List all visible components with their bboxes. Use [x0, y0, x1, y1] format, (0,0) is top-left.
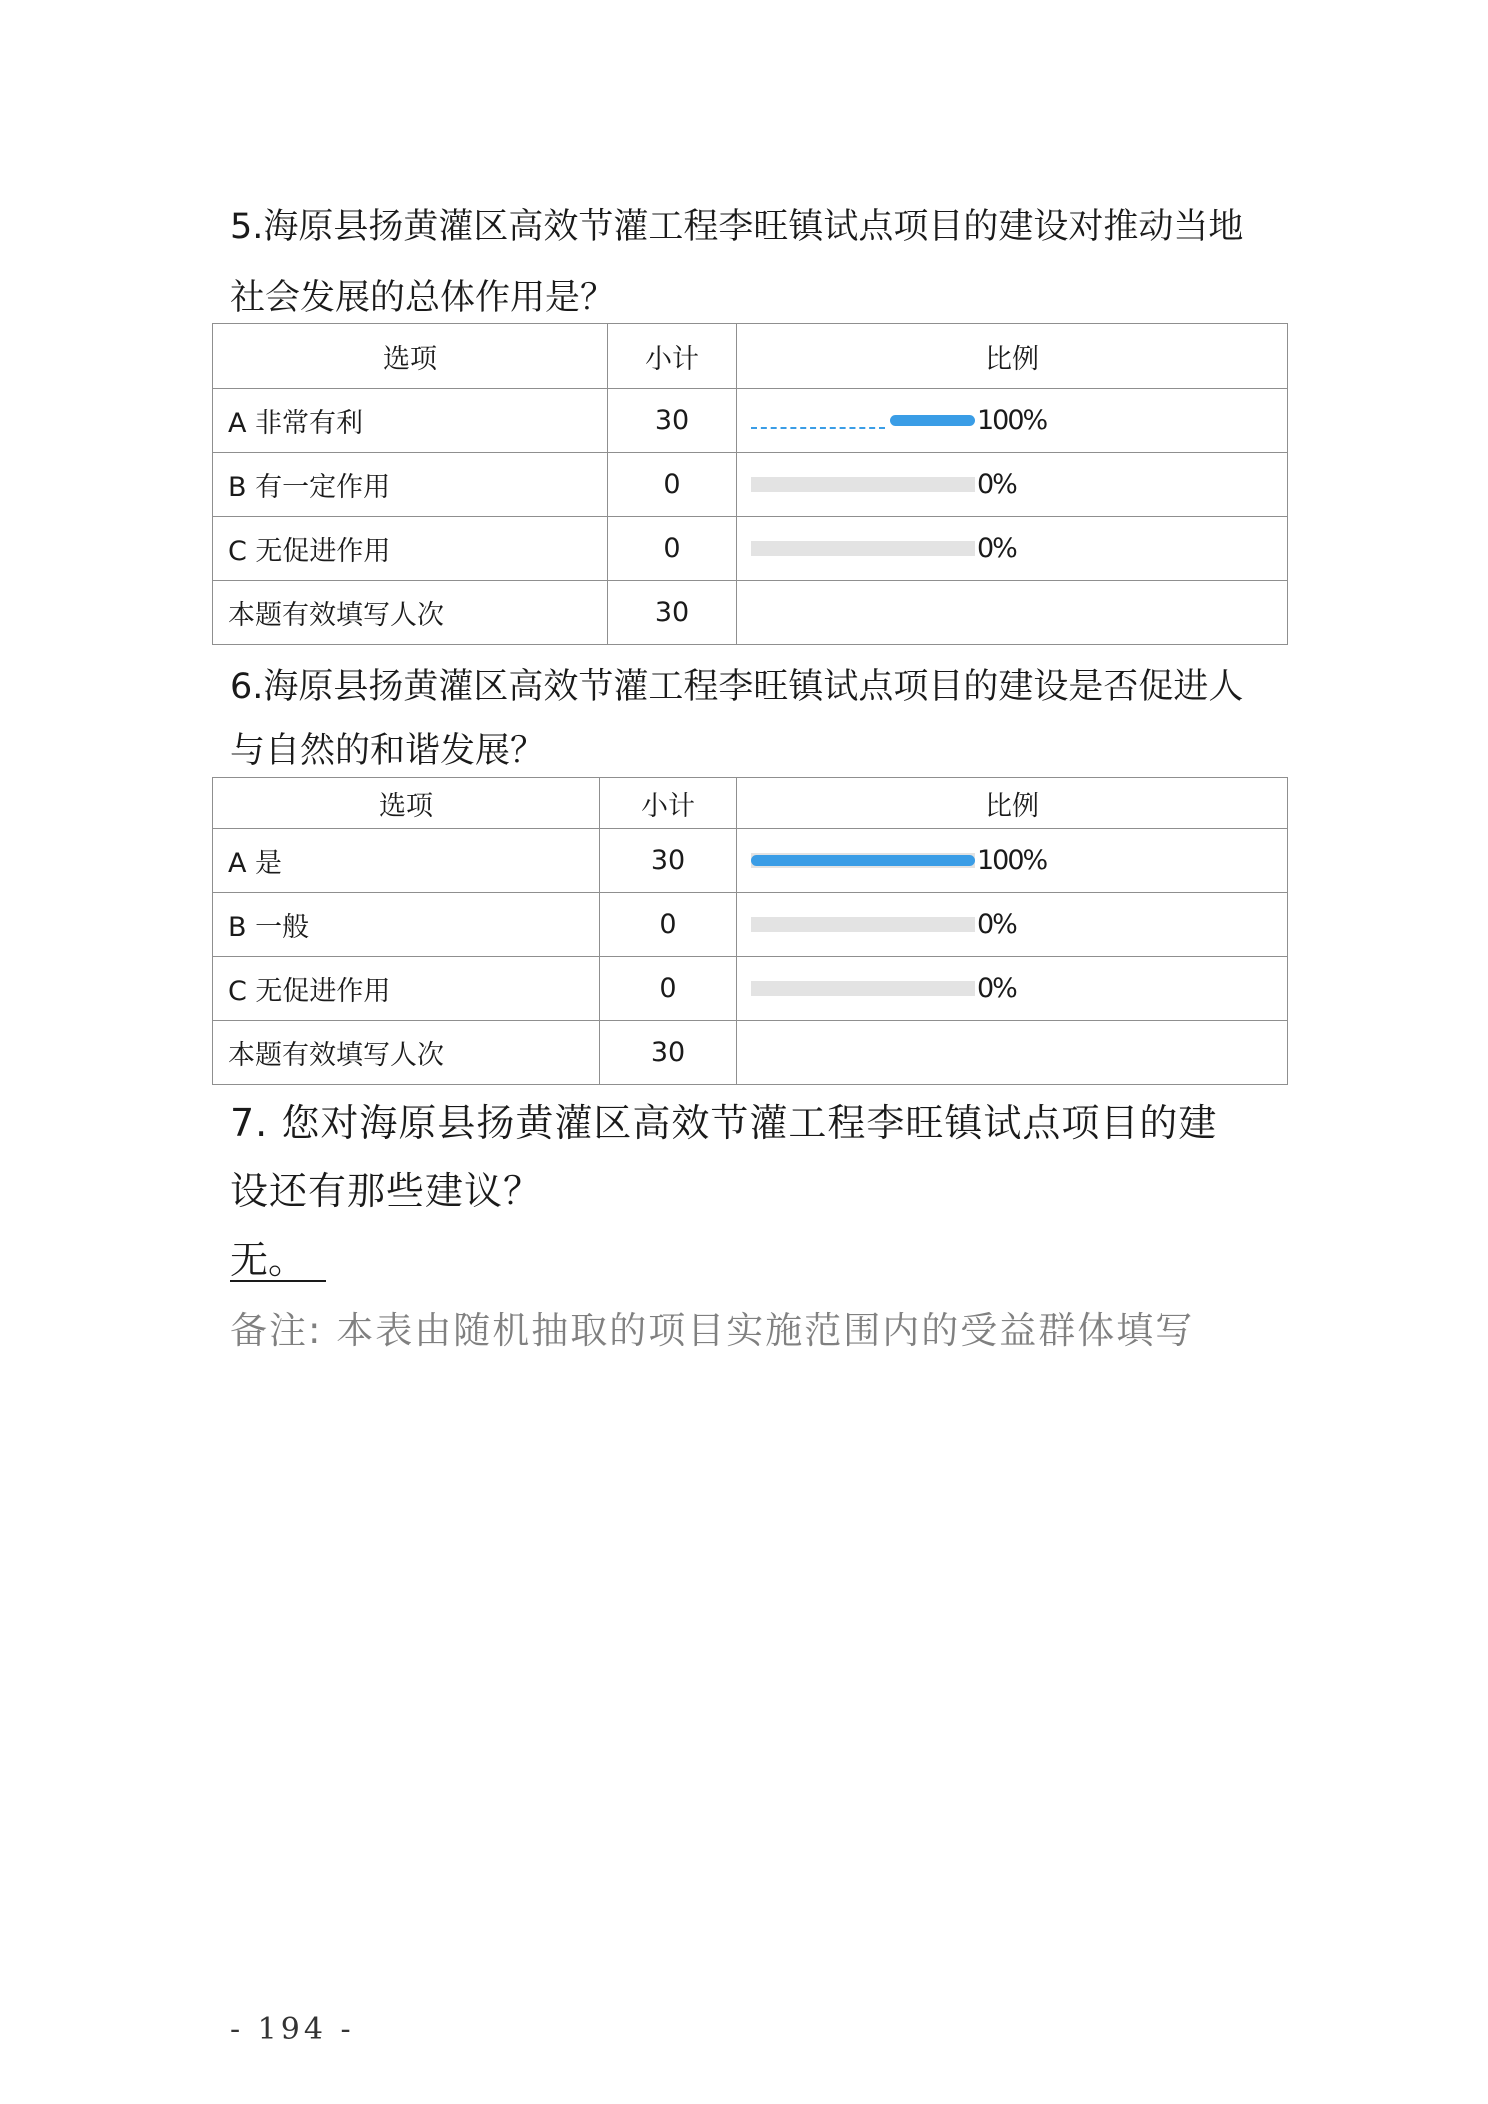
- option-label: A 是: [213, 829, 600, 893]
- question-6-title-line-1: 6.海原县扬黄灌区高效节灌工程李旺镇试点项目的建设是否促进人: [230, 667, 1244, 707]
- total-label: 本题有效填写人次: [213, 581, 608, 645]
- header-option: 选项: [213, 778, 600, 829]
- ratio-percent-label: 0%: [977, 533, 1016, 564]
- option-ratio-cell: [737, 517, 1288, 581]
- ratio-percent-label: 100%: [977, 405, 1047, 436]
- option-label: B 一般: [213, 893, 600, 957]
- option-count: 0: [608, 453, 737, 517]
- option-label: A 非常有利: [213, 389, 608, 453]
- total-ratio-empty-cell: [737, 1021, 1288, 1085]
- option-ratio-cell: [737, 893, 1288, 957]
- header-ratio: 比例: [737, 324, 1288, 389]
- question-6-title: [230, 655, 1243, 783]
- table-row: [213, 453, 1288, 517]
- ratio-bar-fill: [751, 415, 975, 426]
- question-7-title: [230, 1089, 1217, 1225]
- header-count: 小计: [608, 324, 737, 389]
- option-ratio-cell: [737, 957, 1288, 1021]
- option-label: B 有一定作用: [213, 453, 608, 517]
- table-row: [213, 517, 1288, 581]
- table-row: [213, 893, 1288, 957]
- ratio-bar-track: [751, 477, 975, 492]
- table-row: [213, 957, 1288, 1021]
- question-7-title-line-2: 设还有那些建议？: [230, 1169, 543, 1213]
- option-label: C 无促进作用: [213, 957, 600, 1021]
- total-count: 30: [600, 1021, 737, 1085]
- option-ratio-cell: [737, 389, 1288, 453]
- option-label: C 无促进作用: [213, 517, 608, 581]
- header-option: 选项: [213, 324, 608, 389]
- total-label: 本题有效填写人次: [213, 1021, 600, 1085]
- ratio-percent-label: 0%: [977, 973, 1016, 1004]
- question-5-title-line-1: 5.海原县扬黄灌区高效节灌工程李旺镇试点项目的建设对推动当地: [230, 207, 1244, 247]
- ratio-percent-label: 0%: [977, 909, 1016, 940]
- ratio-bar-track: [751, 853, 975, 868]
- option-count: 30: [608, 389, 737, 453]
- ratio-bar-track: [751, 541, 975, 556]
- option-count: 0: [600, 893, 737, 957]
- question-7-title-line-1: 7. 您对海原县扬黄灌区高效节灌工程李旺镇试点项目的建: [230, 1101, 1218, 1145]
- total-count: 30: [608, 581, 737, 645]
- footnote-remark: 备注: 本表由随机抽取的项目实施范围内的受益群体填写: [230, 1309, 1195, 1352]
- question-6-results-table: [212, 777, 1288, 1085]
- page-number: - 194 -: [230, 2012, 355, 2047]
- ratio-bar-track: [751, 981, 975, 996]
- question-5-title-line-2: 社会发展的总体作用是？: [230, 278, 616, 318]
- option-count: 30: [600, 829, 737, 893]
- question-6-title-line-2: 与自然的和谐发展？: [230, 731, 546, 771]
- table-row: [213, 389, 1288, 453]
- ratio-bar-fill: [751, 855, 975, 866]
- option-ratio-cell: [737, 829, 1288, 893]
- header-ratio: 比例: [737, 778, 1288, 829]
- ratio-bar-track: [751, 917, 975, 932]
- table-header-row: [213, 778, 1288, 829]
- total-ratio-empty-cell: [737, 581, 1288, 645]
- question-5-results-table: [212, 323, 1288, 645]
- table-row: [213, 829, 1288, 893]
- table-total-row: [213, 1021, 1288, 1085]
- option-ratio-cell: [737, 453, 1288, 517]
- ratio-bar-track: [751, 413, 975, 428]
- option-count: 0: [608, 517, 737, 581]
- question-5-title: [230, 192, 1243, 334]
- ratio-percent-label: 100%: [977, 845, 1047, 876]
- option-count: 0: [600, 957, 737, 1021]
- header-count: 小计: [600, 778, 737, 829]
- ratio-percent-label: 0%: [977, 469, 1016, 500]
- table-total-row: [213, 581, 1288, 645]
- table-header-row: [213, 324, 1288, 389]
- question-7-answer: 无。: [230, 1240, 326, 1282]
